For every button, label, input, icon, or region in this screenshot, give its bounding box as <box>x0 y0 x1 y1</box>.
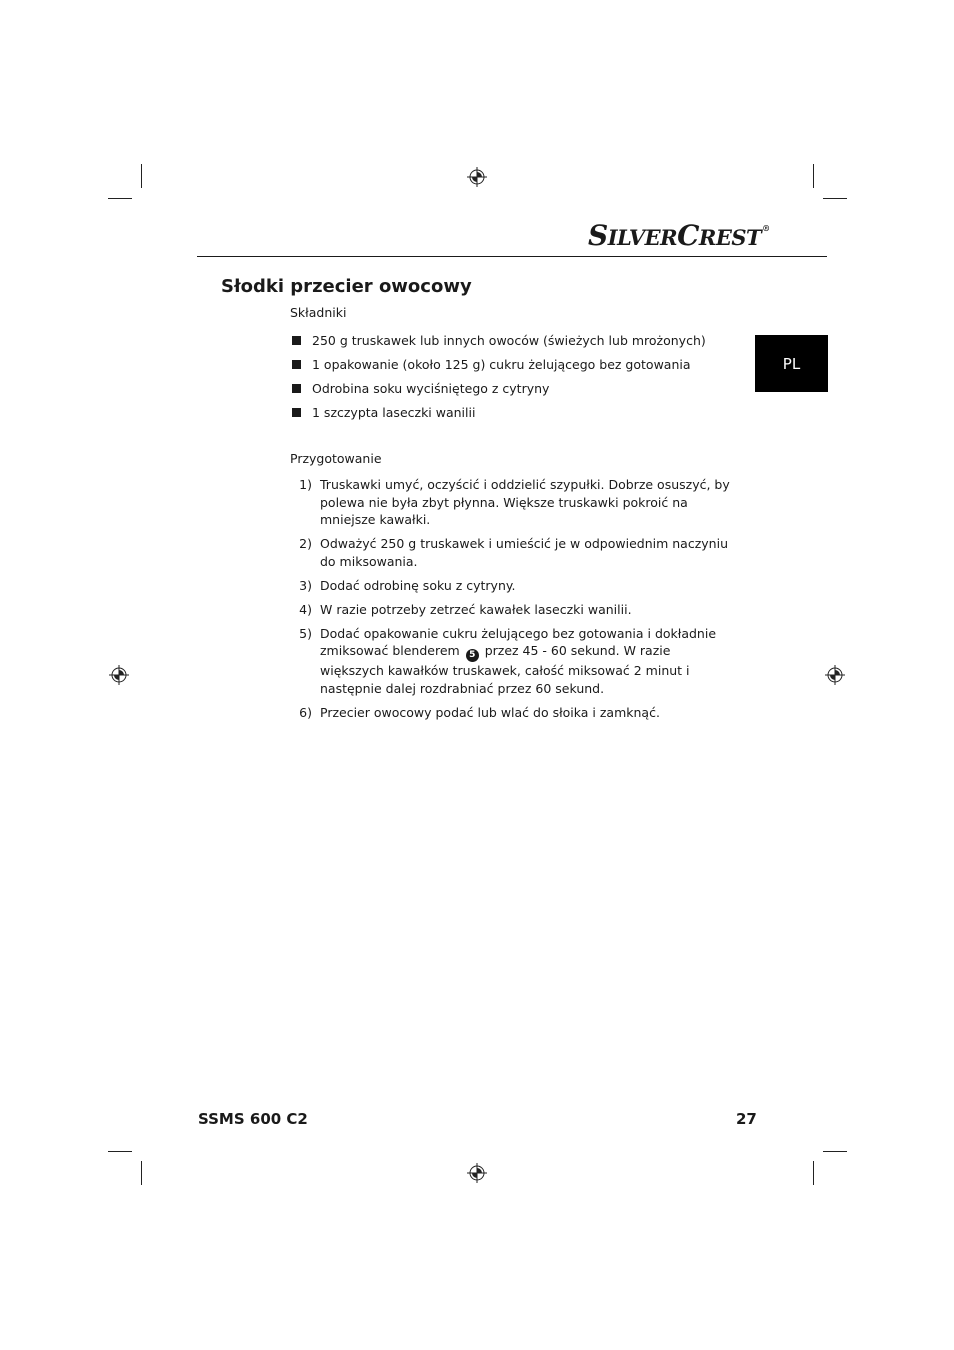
list-item <box>292 380 742 404</box>
logo-letter: C <box>677 219 699 252</box>
crop-mark <box>823 198 847 199</box>
step-number: 2) <box>299 536 312 551</box>
crop-mark <box>813 164 814 188</box>
crop-mark <box>108 1151 132 1152</box>
bullet-icon <box>292 408 301 417</box>
step-number: 6) <box>299 704 312 720</box>
step-text: Przecier owocowy podać lub wlać do słoika i zamknąć. <box>320 704 660 720</box>
logo-letter: S <box>588 219 608 252</box>
bullet-icon <box>292 336 301 345</box>
step-text: Odważyć 250 g truskawek i umieścić je w odpowiednim naczyniu do miksowania. <box>320 536 728 569</box>
crop-mark <box>141 1161 142 1185</box>
crop-mark <box>141 164 142 188</box>
logo-letters: ILVER <box>607 225 678 250</box>
language-tab: PL <box>755 335 828 392</box>
ingredients-heading: Składniki <box>290 305 347 320</box>
step-text-part: Dodać opakowanie cukru żelującego bez gotowania i dokładnie zmiksować blenderem <box>320 625 717 658</box>
step-text-part: przez 45 - 60 sekund. W razie większych kawałków truskawek, całość miksować 2 minut i następnie dalej rozdrabniać przez 60 sekund. <box>320 643 690 696</box>
step-item <box>290 601 735 619</box>
list-item <box>292 404 742 428</box>
step-item <box>290 577 735 595</box>
bullet-icon <box>292 384 301 393</box>
step-text: Dodać odrobinę soku z cytryny. <box>320 577 516 593</box>
step-number: 1) <box>299 477 312 492</box>
crop-mark <box>813 1161 814 1185</box>
step-item <box>290 476 735 529</box>
registration-mark-icon <box>467 1163 487 1183</box>
registration-mark-icon <box>109 665 129 685</box>
page-title: Słodki przecier owocowy <box>221 276 472 297</box>
step-number: 4) <box>299 601 312 617</box>
crop-mark <box>108 198 132 199</box>
model-number: SSMS 600 C2 <box>198 1110 308 1128</box>
preparation-steps <box>290 476 735 728</box>
step-text: W razie potrzeby zetrzeć kawałek laseczki wanilii. <box>320 601 632 617</box>
step-text: Truskawki umyć, oczyścić i oddzielić szypułki. Dobrze osuszyć, by polewa nie była zbyt płynna. Większe truskawki pokroić na mniejsze kawałki. <box>320 477 730 527</box>
step-text <box>320 625 735 698</box>
list-item <box>292 356 742 380</box>
ingredient-text: Odrobina soku wyciśniętego z cytryny <box>312 381 550 396</box>
brand-logo <box>588 219 770 252</box>
step-item <box>290 704 735 722</box>
ingredients-list <box>292 332 742 428</box>
registration-mark-icon <box>825 665 845 685</box>
preparation-heading: Przygotowanie <box>290 451 382 466</box>
bullet-icon <box>292 360 301 369</box>
list-item <box>292 332 742 356</box>
step-item <box>290 625 735 698</box>
ingredient-text: 1 szczypta laseczki wanilii <box>312 405 476 420</box>
ingredient-text: 250 g truskawek lub innych owoców (świeżych lub mrożonych) <box>312 333 706 348</box>
crop-mark <box>823 1151 847 1152</box>
step-item <box>290 535 735 570</box>
registered-mark: ® <box>762 223 770 233</box>
step-number: 5) <box>299 625 312 641</box>
logo-letters: REST <box>698 225 762 250</box>
ingredient-text: 1 opakowanie (około 125 g) cukru żelującego bez gotowania <box>312 357 691 372</box>
registration-mark-icon <box>467 167 487 187</box>
part-reference-badge: 5 <box>466 649 479 662</box>
page-number: 27 <box>736 1110 757 1128</box>
header-divider <box>197 256 827 257</box>
step-number: 3) <box>299 577 312 593</box>
